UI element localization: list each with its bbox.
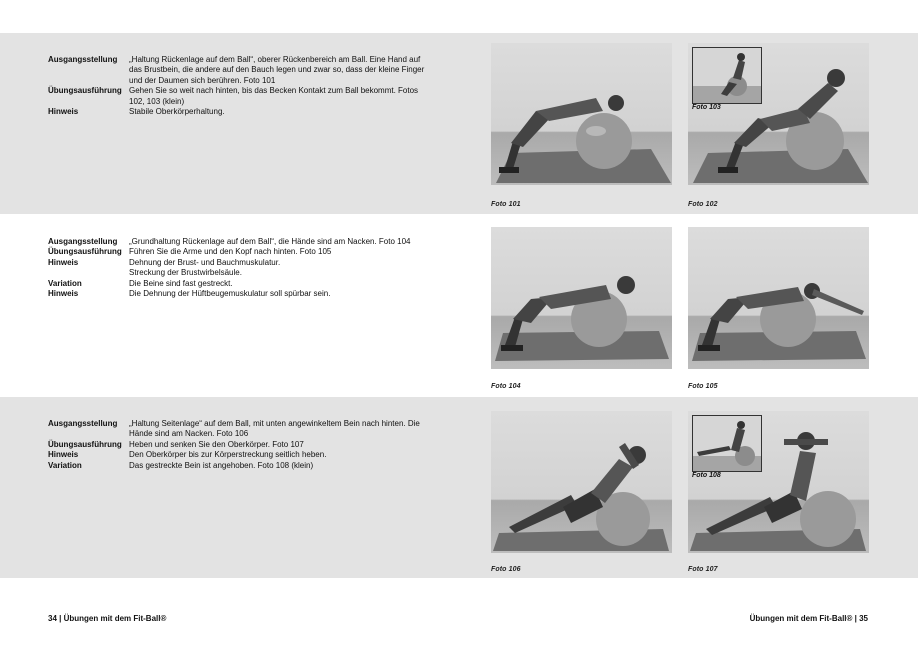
photo-106 xyxy=(491,411,672,553)
footer-left-page-number: 34 | Übungen mit dem Fit-Ball® xyxy=(48,614,167,623)
caption-photo-102: Foto 102 xyxy=(688,201,718,208)
label-hinweis: Hinweis xyxy=(48,289,79,299)
photo-107 xyxy=(688,411,869,553)
row-hinweis xyxy=(48,258,433,268)
exercise-section-3 xyxy=(0,397,918,578)
photo-103-inset xyxy=(692,47,762,104)
exercise-1-text xyxy=(48,55,433,117)
photo-104 xyxy=(491,227,672,369)
row-variation xyxy=(48,461,433,471)
caption-photo-104: Foto 104 xyxy=(491,383,521,390)
row-uebungsausfuehrung xyxy=(48,86,433,107)
label-variation: Variation xyxy=(48,278,82,288)
value-ausgangsstellung: „Haltung Seitenlage“ auf dem Ball, mit unten angewinkeltem Bein nach hinten. Die Hände sind am Nacken. Foto 106 xyxy=(129,419,420,439)
exercise-2-text xyxy=(48,237,433,299)
row-ausgangsstellung xyxy=(48,237,433,247)
photo-108-inset xyxy=(692,415,762,472)
row-ausgangsstellung xyxy=(48,55,433,86)
value-uebungsausfuehrung: Führen Sie die Arme und den Kopf nach hinten. Foto 105 xyxy=(129,247,332,257)
footer-right-page-number: Übungen mit dem Fit-Ball® | 35 xyxy=(749,614,868,623)
photo-104-illustration xyxy=(491,227,672,369)
value-ausgangsstellung: „Haltung Rückenlage auf dem Ball“, oberer Rückenbereich am Ball. Eine Hand auf das Brustbein, die andere auf den Bauch legen und zwar so, dass der kleine Finger und der Daumen sich berühren. Foto 101 xyxy=(129,55,425,85)
label-ausgangsstellung: Ausgangsstellung xyxy=(48,55,118,64)
row-ausgangsstellung xyxy=(48,419,433,440)
value-variation: Das gestreckte Bein ist angehoben. Foto 108 (klein) xyxy=(129,460,314,470)
value-variation-2: Die Dehnung der Hüftbeugemuskulatur soll spürbar sein. xyxy=(129,289,331,299)
value-hinweis-1: Dehnung der Brust- und Bauchmuskulatur. xyxy=(129,257,281,267)
value-ausgangsstellung: „Grundhaltung Rückenlage auf dem Ball“, die Hände sind am Nacken. Foto 104 xyxy=(129,237,411,246)
value-uebungsausfuehrung: Gehen Sie so weit nach hinten, bis das Becken Kontakt zum Ball bekommt. Fotos 102, 103 (klein) xyxy=(129,86,419,106)
row-uebungsausfuehrung xyxy=(48,247,433,257)
label-hinweis: Hinweis xyxy=(48,450,79,460)
value-hinweis: Stabile Oberkörperhaltung. xyxy=(129,107,225,117)
photo-103-illustration xyxy=(693,48,761,103)
value-hinweis: Den Oberkörper bis zur Körperstreckung seitlich heben. xyxy=(129,450,327,460)
caption-photo-101: Foto 101 xyxy=(491,201,521,208)
row-uebungsausfuehrung xyxy=(48,440,433,450)
row-hinweis xyxy=(48,450,433,460)
label-ausgangsstellung: Ausgangsstellung xyxy=(48,419,118,428)
photo-105 xyxy=(688,227,869,369)
label-variation: Variation xyxy=(48,460,82,470)
row-variation xyxy=(48,279,433,289)
caption-photo-108: Foto 108 xyxy=(692,472,721,479)
exercise-section-2 xyxy=(0,215,918,396)
row-hinweis xyxy=(48,107,433,117)
photo-105-illustration xyxy=(688,227,869,369)
caption-photo-103: Foto 103 xyxy=(692,104,721,111)
label-hinweis: Hinweis xyxy=(48,257,79,267)
row-hinweis-2 xyxy=(48,289,433,299)
row-hinweis-cont xyxy=(48,268,433,278)
photo-101 xyxy=(491,43,672,185)
value-variation-1: Die Beine sind fast gestreckt. xyxy=(129,278,233,288)
label-hinweis: Hinweis xyxy=(48,107,79,117)
photo-102 xyxy=(688,43,869,185)
photo-106-illustration xyxy=(491,411,672,553)
label-ausgangsstellung: Ausgangsstellung xyxy=(48,237,118,246)
photo-101-illustration xyxy=(491,43,672,185)
caption-photo-107: Foto 107 xyxy=(688,566,718,573)
label-uebungsausfuehrung: Übungsausführung xyxy=(48,247,122,257)
label-uebungsausfuehrung: Übungsausführung xyxy=(48,439,122,449)
value-uebungsausfuehrung: Heben und senken Sie den Oberkörper. Foto 107 xyxy=(129,439,304,449)
exercise-section-1 xyxy=(0,33,918,214)
exercise-3-text xyxy=(48,419,433,471)
photo-108-illustration xyxy=(693,416,761,471)
label-uebungsausfuehrung: Übungsausführung xyxy=(48,86,122,96)
caption-photo-106: Foto 106 xyxy=(491,566,521,573)
caption-photo-105: Foto 105 xyxy=(688,383,718,390)
value-hinweis-2: Streckung der Brustwirbelsäule. xyxy=(129,268,242,278)
